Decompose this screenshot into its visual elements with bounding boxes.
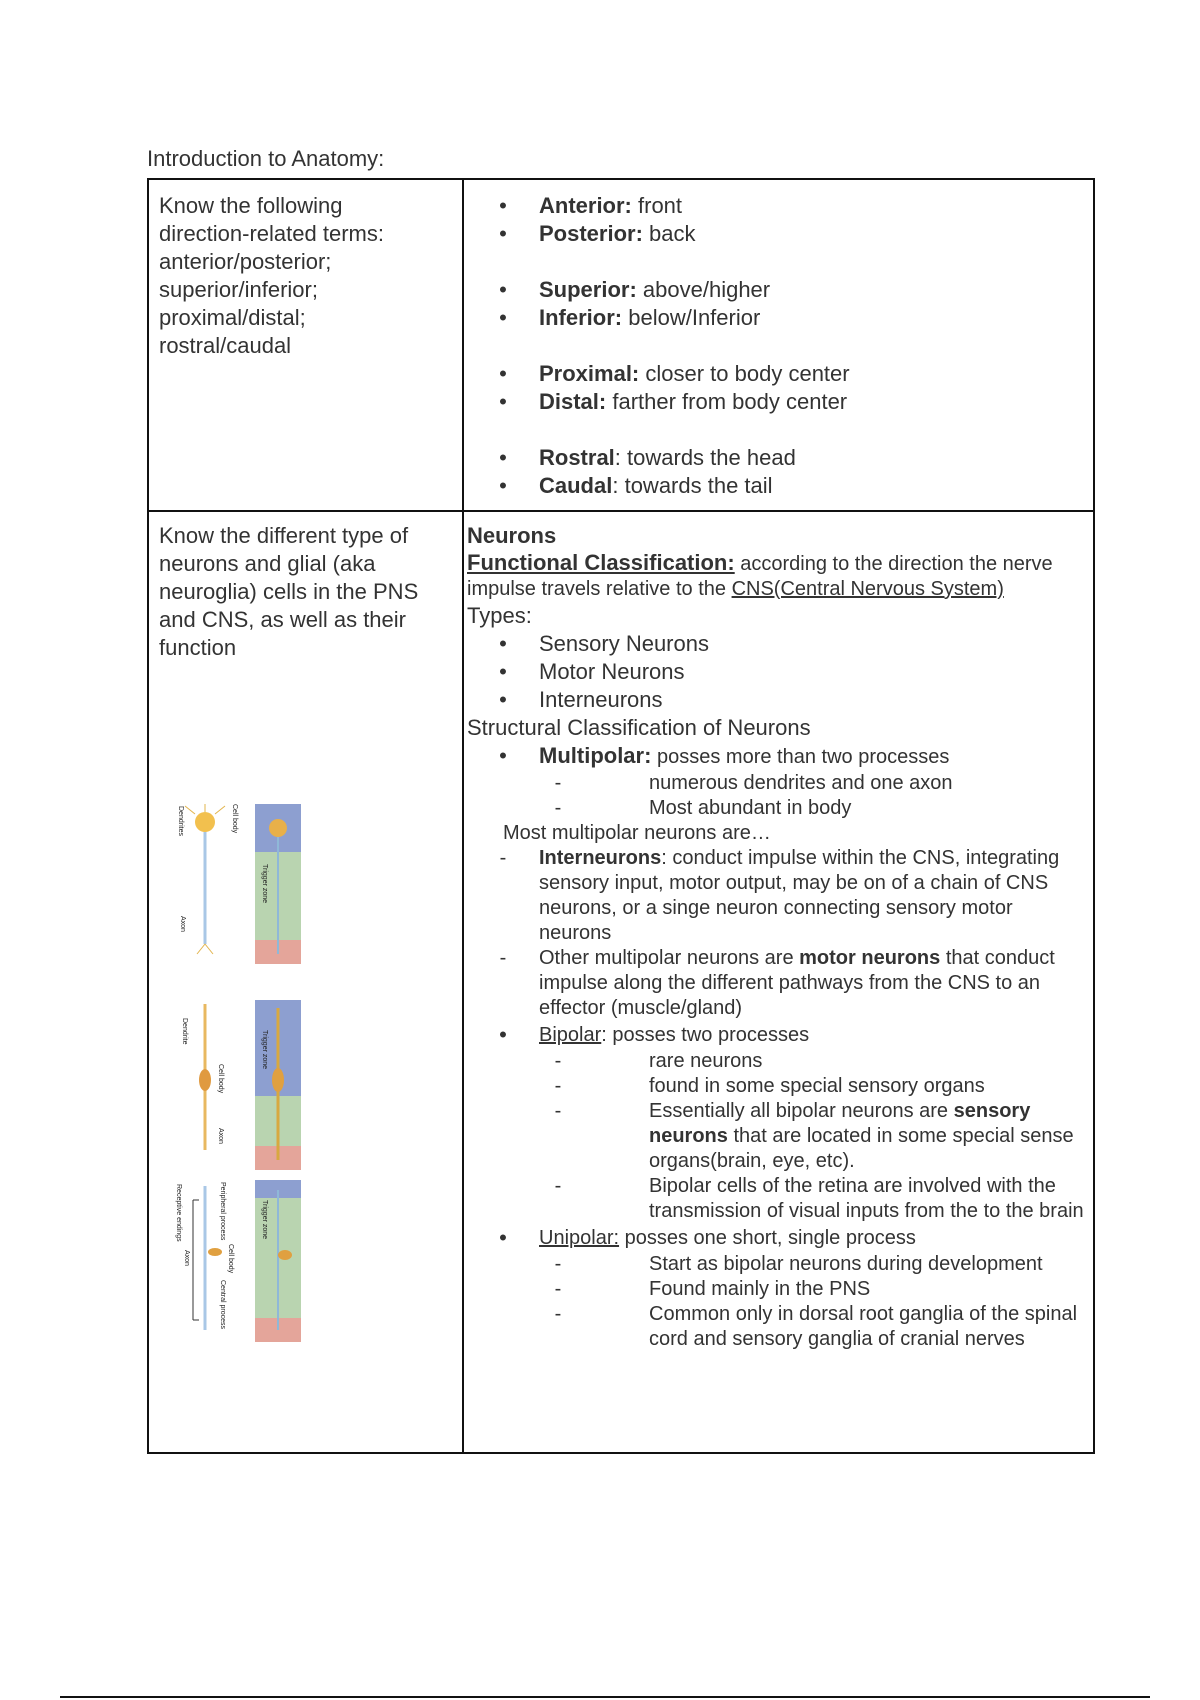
figure-label: Dendrites [177, 806, 184, 836]
term-item [467, 220, 1077, 248]
sub3-pre: Essentially all bipolar neurons are [649, 1100, 954, 1122]
interneurons-bold: Interneurons [539, 847, 662, 869]
type-item [467, 630, 1087, 658]
unipolar-item [467, 1224, 1087, 1252]
motor-pre: Other multipolar neurons are [539, 947, 800, 969]
bipolar-neuron-figure [181, 1000, 301, 1170]
term-definition: back [642, 221, 696, 246]
sub-item: - Most abundant in body [554, 797, 852, 819]
notes-table [147, 178, 1095, 1454]
term-item [467, 472, 1077, 500]
prompt-line: rostral/caudal [159, 333, 292, 358]
bullet-icon: • [499, 305, 507, 330]
figure-label: Trigger zone [261, 1200, 268, 1240]
unipolar-subs [467, 1252, 1087, 1352]
sub-item-text: rare neurons [649, 1050, 763, 1072]
bullet-icon: • [499, 361, 507, 386]
unipolar-neuron-figure [175, 1180, 301, 1342]
types-label: Types: [467, 603, 532, 628]
prompt-line: direction-related terms: [159, 221, 384, 246]
prompt-line: superior/inferior; [159, 277, 318, 302]
term-item [467, 276, 1077, 304]
sub-item-text: found in some special sensory organs [649, 1075, 985, 1097]
neurons-heading: Neurons [467, 523, 557, 548]
interneurons-item: - Interneurons: conduct impulse within the CNS, integrating sensory input, motor output, may be on of a chain of CNS neurons, or a singe neuron connecting sensory motor neurons [499, 847, 1060, 944]
bullet-icon: • [499, 193, 507, 218]
functional-classification [467, 550, 1087, 602]
term-label: Distal: [539, 389, 607, 414]
figure-label: Trigger zone [261, 1030, 268, 1070]
figure-label: Cell body [217, 1064, 224, 1094]
term-definition: below/Inferior [622, 305, 761, 330]
bullet-icon: • [499, 221, 507, 246]
term-definition: above/higher [636, 277, 771, 302]
type-label: Motor Neurons [539, 659, 685, 684]
page-title: Introduction to Anatomy: [147, 146, 385, 171]
sub-item: - found in some special sensory organs [554, 1075, 985, 1097]
sub-item-text: Found mainly in the PNS [649, 1278, 871, 1300]
row-divider [149, 510, 1093, 512]
term-label: Proximal: [539, 361, 640, 386]
term-label: Caudal [539, 473, 613, 498]
prompt-line: anterior/posterior; [159, 249, 332, 274]
interneurons-text: : conduct impulse within the CNS, integrating sensory input, motor output, may be on of a chain of CNS neurons, or a singe neuron connecting sensory motor neurons [539, 847, 1060, 944]
spacer [477, 332, 1077, 360]
sub-item: - Essentially all bipolar neurons are sensory neurons that are located in some special sense organs(brain, eye, etc). [554, 1100, 1074, 1172]
sub-item: - numerous dendrites and one axon [554, 772, 953, 794]
term-definition: : towards the tail [612, 473, 773, 498]
figure-label: Trigger zone [261, 864, 268, 904]
term-definition: closer to body center [639, 361, 850, 386]
spacer [477, 248, 1077, 276]
multipolar-subs [467, 771, 1087, 821]
prompt-line: Know the following [159, 193, 343, 218]
term-label: Rostral [539, 445, 615, 470]
term-definition: : towards the head [614, 445, 796, 470]
figure-label: Dendrite [181, 1018, 188, 1045]
term-label: Inferior: [539, 305, 623, 330]
bullet-icon: • [499, 659, 507, 684]
column-divider [462, 180, 464, 1452]
bullet-icon: • [499, 687, 507, 712]
figure-label: Receptive endings [175, 1184, 182, 1242]
bullet-icon: • [499, 389, 507, 414]
unipolar-label: Unipolar: [539, 1227, 620, 1249]
bullet-icon: • [499, 445, 507, 470]
figure-label: Peripheral process [219, 1182, 226, 1241]
row2-prompt: Know the different type of neurons and glial (aka neuroglia) cells in the PNS and CNS, as well as their function [159, 523, 419, 660]
sub4-text: Bipolar cells of the retina are involved with the transmission of visual inputs from the to the brain [649, 1175, 1084, 1222]
sub-item: - Found mainly in the PNS [554, 1278, 871, 1300]
multipolar-text: posses more than two processes [651, 746, 950, 768]
row1-prompt [159, 192, 449, 360]
figure-label: Central process [219, 1280, 226, 1330]
term-definition: front [631, 193, 683, 218]
motor-neurons-item: - Other multipolar neurons are motor neurons that conduct impulse along the different pathways from the CNS to an effector (muscle/gland) [499, 947, 1055, 1019]
sub-item: - Start as bipolar neurons during development [554, 1253, 1043, 1275]
multipolar-neuron-figure [177, 804, 301, 964]
neuron-diagram-image [175, 804, 315, 1364]
motor-post: that conduct impulse along the different pathways from the CNS to an effector (muscle/gland) [539, 947, 1055, 1019]
figure-label: Cell body [227, 1244, 234, 1274]
bipolar-label: Bipolar [539, 1024, 602, 1046]
most-multipolar-text: Most multipolar neurons are… [503, 822, 771, 844]
footer-rule [60, 1696, 1150, 1698]
structural-label: Structural Classification of Neurons [467, 715, 811, 740]
neuron-figures [175, 804, 315, 1369]
sub3-post: that are located in some special sense organs(brain, eye, etc). [649, 1125, 1074, 1172]
sub3-bold: sensory neurons [649, 1100, 1031, 1147]
bipolar-item [467, 1021, 1087, 1049]
sub-item: - Common only in dorsal root ganglia of the spinal cord and sensory ganglia of cranial nerves [467, 1302, 1087, 1352]
types-list [467, 630, 1087, 714]
bipolar-subs [467, 1049, 1087, 1099]
direction-terms-list [477, 192, 1077, 500]
unipolar-text: posses one short, single process [619, 1227, 916, 1249]
bullet-icon: • [499, 473, 507, 498]
multipolar-label: Multipolar: [539, 743, 652, 768]
bullet-icon: • [499, 743, 507, 768]
term-label: Anterior: [539, 193, 632, 218]
bullet-icon: • [499, 631, 507, 656]
bullet-icon: • [499, 277, 507, 302]
figure-label: Axon [217, 1128, 224, 1144]
term-item [467, 388, 1077, 416]
bullet-icon: • [499, 1022, 507, 1047]
figure-label: Axon [179, 916, 186, 932]
term-item [467, 192, 1077, 220]
prompt-line: proximal/distal; [159, 305, 306, 330]
spacer [477, 416, 1077, 444]
sub-item: - Bipolar cells of the retina are involved with the transmission of visual inputs from the to the brain [467, 1174, 1087, 1224]
functional-label: Functional Classification: [467, 550, 735, 575]
figure-label: Axon [183, 1250, 190, 1266]
motor-bold: motor neurons [799, 947, 941, 969]
sub-item-text: numerous dendrites and one axon [649, 772, 953, 794]
term-item [467, 360, 1077, 388]
functional-text: according to the direction the nerve impulse travels relative to the [467, 553, 1053, 600]
term-label: Superior: [539, 277, 637, 302]
type-item [467, 658, 1087, 686]
sub-item-text: Most abundant in body [649, 797, 852, 819]
bipolar-text: : posses two processes [601, 1024, 810, 1046]
type-label: Sensory Neurons [539, 631, 709, 656]
multipolar-item [467, 742, 1087, 771]
figure-label: Cell body [231, 804, 238, 834]
type-label: Interneurons [539, 687, 663, 712]
term-label: Posterior: [539, 221, 643, 246]
sub-item-text: Start as bipolar neurons during development [649, 1253, 1043, 1275]
cns-link[interactable]: CNS(Central Nervous System) [731, 578, 1004, 600]
term-item [467, 444, 1077, 472]
sub-item: - rare neurons [554, 1050, 763, 1072]
bullet-icon: • [499, 1225, 507, 1250]
neurons-notes [467, 522, 1087, 1352]
term-definition: farther from body center [606, 389, 848, 414]
type-item [467, 686, 1087, 714]
sub-item-text: Common only in dorsal root ganglia of the spinal cord and sensory ganglia of cranial nerves [649, 1303, 1078, 1350]
term-item [467, 304, 1077, 332]
